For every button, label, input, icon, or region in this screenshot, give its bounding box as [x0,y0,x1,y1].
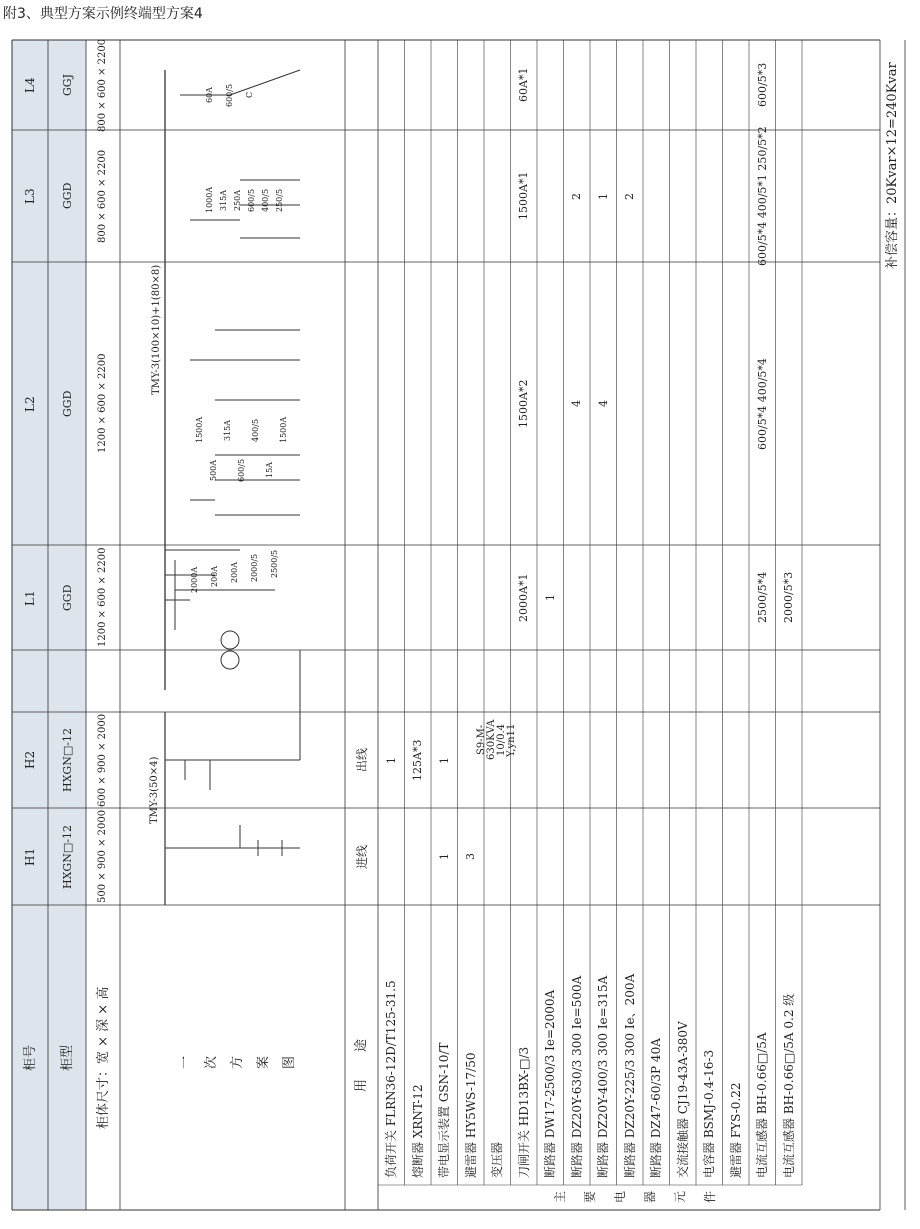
diagram-label: 250A [233,189,242,211]
component-value: 600/5*4 400/5*4 [755,357,769,450]
primary-scheme-label: 一 [177,1055,193,1069]
cabinet-no-L3: L3 [23,188,37,204]
component-name: 刀闸开关 HD13BX-□/3 [516,1046,531,1178]
cabinet-no-H1: H1 [23,847,37,866]
page-title: 附3、典型方案示例终端型方案4 [3,6,203,22]
component-name: 电流互感器 BH-0.66□/5A 0.2 级 [781,993,796,1178]
hv-busbar-label: TMY-3(50×4) [149,756,160,824]
cabinet-size: 1200 × 600 × 2200 [97,353,108,453]
component-name: 交流接触器 CJ19-43A-380V [675,1021,690,1178]
primary-scheme-label: 方 [229,1055,245,1069]
diagram-label: 1000A [205,186,214,213]
diagram-label: 600/5 [225,83,234,107]
transformer-winding [221,651,239,669]
main-components-label: 电 [613,1190,627,1203]
component-value: 2 [623,192,637,200]
diagram-label: C [245,91,254,98]
component-value: 2000A*1 [517,573,531,622]
cabinet-usage: 进线 [354,844,369,869]
table-grid [12,40,905,1210]
cabinet-no-H2: H2 [23,750,37,769]
cabinet-size-label: 柜体尺寸：宽 × 深 × 高 [95,986,111,1129]
component-name: 避雷器 FYS-0.22 [728,1082,743,1178]
component-name: 断路器 DZ20Y-225/3 300 Ie、200A [622,973,637,1178]
component-value: 2 [570,192,584,200]
component-value: 1 [596,192,610,200]
component-value: 2000/5*3 [782,571,796,623]
wire [230,70,300,95]
diagram-label: 200A [230,561,239,583]
component-value: 630KVA [486,719,498,760]
diagram-label: 60A [205,87,214,103]
component-value: 1 [437,756,451,764]
cabinet-type: HXGN□-12 [60,824,74,889]
cabinet-type: GGD [60,390,74,417]
component-value: 1 [384,756,398,764]
usage-label: 用 [354,1078,369,1092]
main-components-label: 器 [643,1190,657,1203]
component-name: 变压器 [490,1141,505,1178]
usage-label: 途 [354,1038,369,1052]
cabinet-size: 800 × 600 × 2200 [97,149,108,243]
cabinet-no-L1: L1 [23,589,37,606]
diagram-label: 500A [209,459,218,481]
diagram-label: 2000A [190,566,199,593]
primary-scheme-label: 次 [203,1055,219,1069]
diagram-label: 200A [210,565,219,587]
component-name: 熔断器 XRNT-12 [410,1084,425,1178]
cabinet-type: GGD [60,182,74,209]
diagram-label: 15A [265,462,274,478]
cabinet-no-label: 柜号 [22,1044,38,1071]
cabinet-usage: 出线 [354,747,369,772]
component-value: 1 [437,853,451,860]
cabinet-type-label: 柜型 [59,1044,75,1071]
transformer-winding [221,631,239,649]
component-name: 负荷开关 FLRN36-12D/T125-31.5 [384,980,399,1178]
diagram-label: 315A [223,419,232,441]
lv-busbar-label: TMY-3(100×10)+1(80×8) [151,264,162,395]
cabinet-size: 800 × 600 × 2200 [97,38,108,132]
cabinet-size: 500 × 900 × 2000 [97,809,108,903]
component-name: 带电显示装置 GSN-10/T [437,1042,452,1178]
diagram-label: 600/5 [237,458,246,482]
component-value: Y,yn11 [506,723,518,757]
diagram-label: 1500A [195,416,204,443]
component-value: 10/0.4 [496,724,508,756]
component-value: 60A*1 [517,67,531,102]
cabinet-type: GGD [60,584,74,611]
cabinet-size: 600 × 900 × 2000 [97,713,108,807]
component-value: 600/5*4 400/5*1 250/5*2 [755,126,769,266]
component-name: 电流互感器 BH-0.66□/5A [755,1032,770,1178]
component-value: 1500A*1 [517,171,531,220]
primary-scheme-label: 图 [281,1055,297,1069]
primary-scheme-label: 案 [255,1055,271,1069]
cabinet-type: HXGN□-12 [60,728,74,792]
component-value: 1 [543,594,557,601]
cabinet-size: 1200 × 600 × 2200 [97,547,108,647]
component-value: 3 [464,853,478,860]
header-row-type-bg [48,40,86,1210]
diagram-label: 400/5 [261,188,270,212]
component-name: 断路器 DZ47-60/3P 40A [649,1038,664,1178]
main-components-label: 主 [553,1190,567,1203]
component-name: 断路器 DW17-2500/3 Ie=2000A [543,989,558,1178]
component-value: 1500A*2 [517,379,531,428]
diagram-label: 1500A [279,416,288,443]
diagram-label: 2000/5 [250,553,259,582]
component-name: 断路器 DZ20Y-400/3 300 Ie=315A [596,975,611,1178]
component-value: 125A*3 [411,739,425,781]
main-components-label: 元 [673,1190,687,1203]
diagram-label: 600/5 [247,188,256,212]
cabinet-no-L4: L4 [23,77,37,93]
component-name: 避雷器 HY5WS-17/50 [463,1052,478,1178]
main-components-label: 要 [583,1190,597,1203]
diagram-label: 250/5 [275,188,284,212]
header-row-no-bg [12,40,48,1210]
cabinet-type: GGJ [60,74,74,96]
component-name: 电容器 BSMJ-0.4-16-3 [702,1049,717,1178]
diagram-label: 2500/5 [270,549,279,578]
compensation-note: 补偿容量：20Kvar×12=240Kvar [885,61,900,269]
diagram-label: 315A [219,189,228,211]
component-value: 600/5*3 [755,62,769,107]
component-value: 4 [570,400,584,407]
diagram-label: 400/5 [251,418,260,442]
main-components-label: 件 [703,1190,717,1203]
component-value: 2500/5*4 [755,571,769,623]
component-value: 4 [596,400,610,407]
cabinet-no-L2: L2 [23,395,37,412]
component-name: 断路器 DZ20Y-630/3 300 Ie=500A [569,975,584,1178]
component-value: S9-M- [476,724,488,755]
